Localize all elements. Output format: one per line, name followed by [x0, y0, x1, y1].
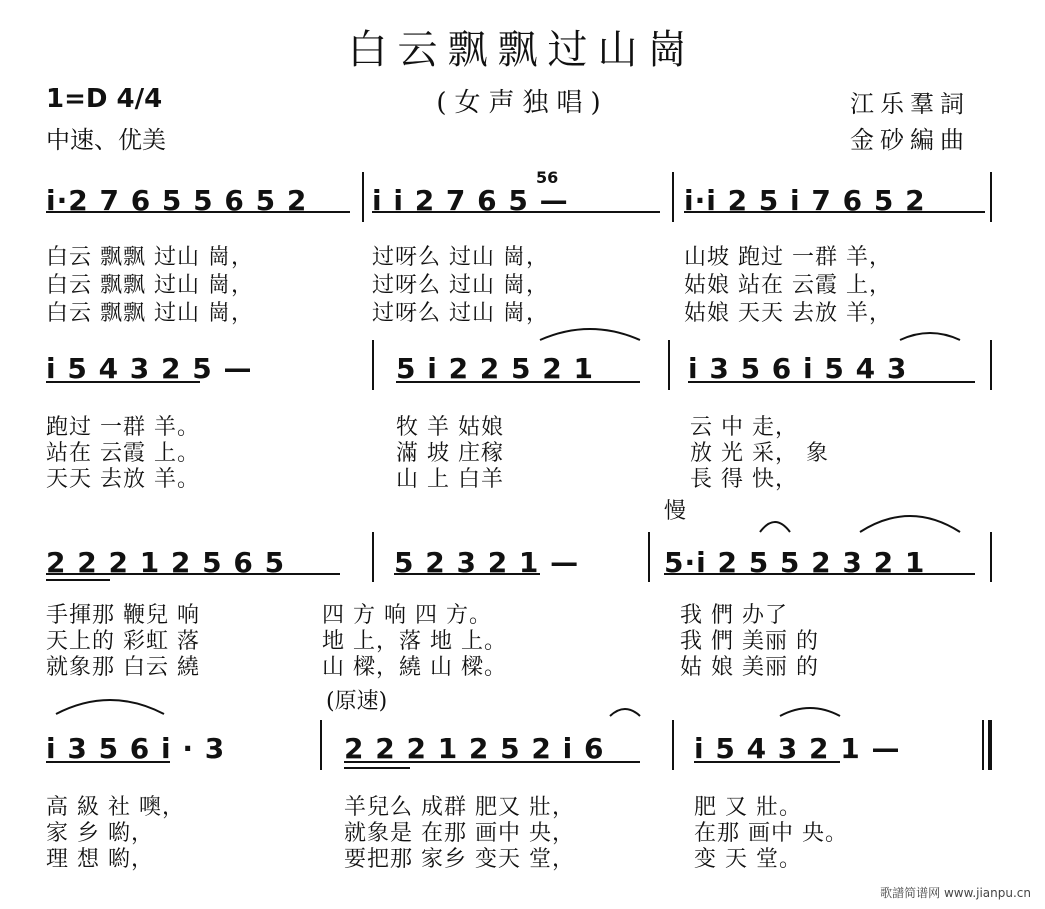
lyric-line: 我 們 办了	[680, 603, 788, 628]
notes-s2-m1: i 5 4 3 2 5 —	[46, 352, 253, 385]
lyric-line: 姑娘 天天 去放 羊，	[684, 301, 892, 326]
lyric-line: 变 天 堂。	[694, 847, 802, 872]
lyric-line: 放 光 采， 象	[690, 441, 829, 466]
notes-s2-m3: i 3 5 6 i 5 4 3	[688, 352, 908, 385]
slur	[900, 333, 960, 340]
lyric-line: 天天 去放 羊。	[46, 467, 200, 492]
lyric-line: 山 上 白羊	[396, 467, 504, 492]
notes-s2-m2: 5 i 2 2 5 2 1	[396, 352, 594, 385]
notes-s4-m2: 2 2 2 1 2 5 2 i 6	[344, 732, 605, 765]
lyric-line: 滿 坡 庄稼	[396, 441, 504, 466]
lyric-line: 地 上，落 地 上。	[322, 629, 507, 654]
lyric-line: 就象是 在那 画中 央，	[344, 821, 575, 846]
grace-notes: 56	[536, 168, 559, 187]
lyric-line: 理 想 喲，	[46, 847, 154, 872]
lyric-line: 長 得 快，	[690, 467, 798, 492]
lyric-line: 站在 云霞 上。	[46, 441, 200, 466]
notes-s1-m3: i·i 2 5 i 7 6 5 2	[684, 184, 926, 217]
lyric-line: 过呀么 过山 崗，	[372, 245, 549, 270]
tempo-mark-original: (原速)	[326, 689, 388, 714]
lyric-line: 牧 羊 姑娘	[396, 415, 504, 440]
lyric-line: 家 乡 喲，	[46, 821, 154, 846]
slur	[860, 516, 960, 532]
lyric-line: 就象那 白云 繞	[46, 655, 200, 680]
notes-s1-m2: i i 2 7 6 5 —	[372, 184, 569, 217]
notes-s3-m1: 2 2 2 1 2 5 6 5	[46, 546, 286, 579]
notes-s4-m1: i 3 5 6 i · 3	[46, 732, 226, 765]
lyric-line: 云 中 走，	[690, 415, 798, 440]
lyric-line: 山 樑，繞 山 樑。	[322, 655, 507, 680]
song-subtitle: (女声独唱)	[436, 88, 609, 118]
notes-s3-m2: 5 2 3 2 1 —	[394, 546, 580, 579]
lyric-line: 在那 画中 央。	[694, 821, 848, 846]
tempo-mark-slow: 慢	[664, 499, 687, 524]
lyric-line: 过呀么 过山 崗，	[372, 301, 549, 326]
song-title: 白云飘飘过山崗	[347, 27, 698, 73]
lyric-line: 白云 飘飘 过山 崗，	[46, 245, 254, 270]
slur	[780, 708, 840, 716]
slur	[56, 700, 164, 714]
lyric-line: 白云 飘飘 过山 崗，	[46, 273, 254, 298]
lyricist-credit: 江乐羣詞	[850, 90, 970, 118]
lyric-line: 跑过 一群 羊。	[46, 415, 200, 440]
lyric-line: 姑娘 站在 云霞 上，	[684, 273, 892, 298]
lyric-line: 我 們 美丽 的	[680, 629, 819, 654]
slur	[610, 709, 640, 716]
slur	[540, 329, 640, 340]
lyric-line: 天上的 彩虹 落	[46, 629, 200, 654]
watermark-text: 歌譜简谱网 www.jianpu.cn	[880, 886, 1031, 900]
lyric-line: 姑 娘 美丽 的	[680, 655, 819, 680]
lyric-line: 高 級 社 噢，	[46, 795, 185, 820]
notes-s3-m3: 5·i 2 5 5 2 3 2 1	[664, 546, 926, 579]
lyric-line: 手揮那 鞭兒 响	[46, 603, 200, 628]
lyric-line: 羊兒么 成群 肥又 壯，	[344, 795, 575, 820]
slur	[760, 522, 790, 532]
notes-s1-m1: i·2 7 6 5 5 6 5 2	[46, 184, 308, 217]
lyric-line: 山坡 跑过 一群 羊，	[684, 245, 892, 270]
lyric-line: 要把那 家乡 变天 堂，	[344, 847, 575, 872]
lyric-line: 四 方 响 四 方。	[322, 603, 492, 628]
lyric-line: 过呀么 过山 崗，	[372, 273, 549, 298]
lyric-line: 肥 又 壯。	[694, 795, 802, 820]
notes-s4-m3: i 5 4 3 2 1 —	[694, 732, 901, 765]
composer-credit: 金砂編曲	[850, 126, 970, 154]
key-signature: 1=D 4/4	[46, 84, 163, 114]
lyric-line: 白云 飘飘 过山 崗，	[46, 301, 254, 326]
tempo-marking: 中速、优美	[46, 126, 166, 154]
